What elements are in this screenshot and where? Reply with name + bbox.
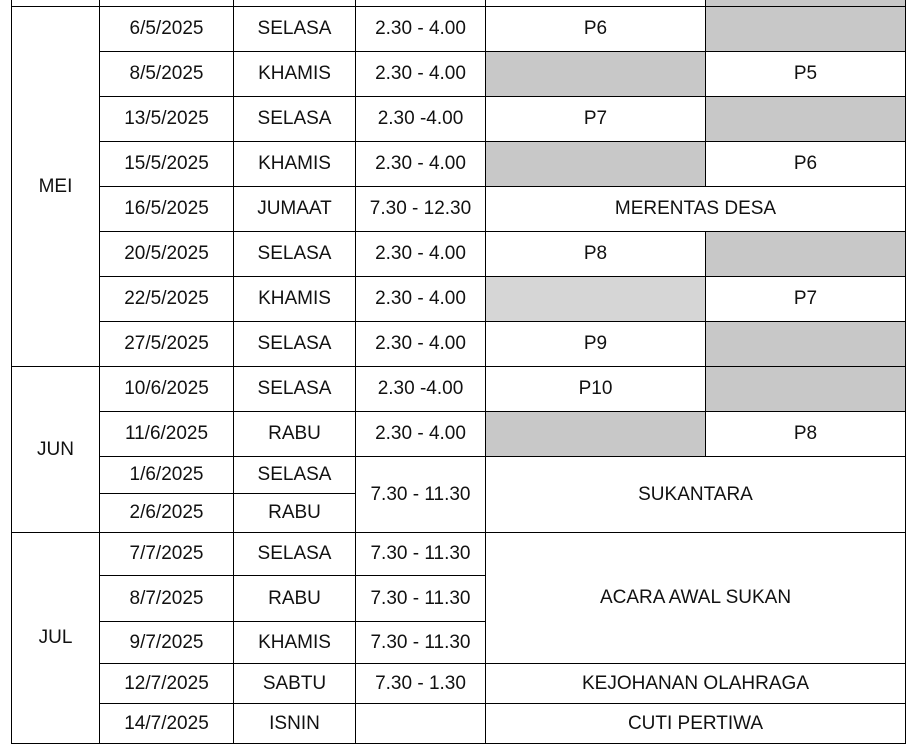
time-cell: 2.30 - 4.00 xyxy=(356,322,486,367)
schedule-body xyxy=(12,0,906,744)
schedule-row xyxy=(12,7,906,52)
event-cell: KEJOHANAN OLAHRAGA xyxy=(486,664,906,704)
date-cell: 27/5/2025 xyxy=(100,322,234,367)
session-right-cell: P8 xyxy=(706,412,906,457)
day-cell: SELASA xyxy=(234,533,356,576)
schedule-table xyxy=(11,0,906,744)
session-left-cell xyxy=(486,52,706,97)
session-left-cell xyxy=(486,277,706,322)
month-cell: JUN xyxy=(12,367,100,533)
event-cell: SUKANTARA xyxy=(486,457,906,533)
time-cell: 2.30 - 4.00 xyxy=(356,7,486,52)
day-cell: KHAMIS xyxy=(234,277,356,322)
date-cell: 22/5/2025 xyxy=(100,277,234,322)
date-cell: 2/6/2025 xyxy=(100,494,234,533)
day-cell: RABU xyxy=(234,576,356,622)
day-cell: JUMAAT xyxy=(234,187,356,232)
date-cell: 16/5/2025 xyxy=(100,187,234,232)
date-cell: 14/7/2025 xyxy=(100,704,234,744)
session-right-cell: P7 xyxy=(706,277,906,322)
event-cell: MERENTAS DESA xyxy=(486,187,906,232)
schedule-row xyxy=(12,322,906,367)
schedule-row xyxy=(12,277,906,322)
session-right-cell xyxy=(706,367,906,412)
date-cell: 10/6/2025 xyxy=(100,367,234,412)
schedule-row xyxy=(12,187,906,232)
day-cell: RABU xyxy=(234,494,356,533)
time-cell xyxy=(356,704,486,744)
time-cell: 7.30 - 11.30 xyxy=(356,533,486,576)
day-cell: SELASA xyxy=(234,97,356,142)
schedule-row xyxy=(12,704,906,744)
session-left-cell: P7 xyxy=(486,97,706,142)
date-cell: 13/5/2025 xyxy=(100,97,234,142)
schedule-row xyxy=(12,412,906,457)
schedule-row xyxy=(12,457,906,494)
date-cell: 12/7/2025 xyxy=(100,664,234,704)
day-cell: SELASA xyxy=(234,232,356,277)
time-cell: 2.30 -4.00 xyxy=(356,97,486,142)
day-cell: KHAMIS xyxy=(234,622,356,664)
date-cell: 9/7/2025 xyxy=(100,622,234,664)
day-cell: SABTU xyxy=(234,664,356,704)
time-cell: 2.30 - 4.00 xyxy=(356,412,486,457)
date-cell: 8/5/2025 xyxy=(100,52,234,97)
session-left-cell: P6 xyxy=(486,7,706,52)
time-cell: 2.30 -4.00 xyxy=(356,367,486,412)
session-right-cell xyxy=(706,232,906,277)
day-cell: SELASA xyxy=(234,322,356,367)
event-cell: ACARA AWAL SUKAN xyxy=(486,533,906,664)
date-cell: 7/7/2025 xyxy=(100,533,234,576)
session-left-cell: P10 xyxy=(486,367,706,412)
day-cell: KHAMIS xyxy=(234,52,356,97)
date-cell: 8/7/2025 xyxy=(100,576,234,622)
schedule-row xyxy=(12,52,906,97)
day-cell: SELASA xyxy=(234,457,356,494)
session-left-cell xyxy=(486,412,706,457)
schedule-row xyxy=(12,533,906,576)
session-right-cell: P5 xyxy=(706,52,906,97)
time-cell: 7.30 - 12.30 xyxy=(356,187,486,232)
schedule-row xyxy=(12,367,906,412)
date-cell: 15/5/2025 xyxy=(100,142,234,187)
session-left-cell xyxy=(486,142,706,187)
date-cell: 11/6/2025 xyxy=(100,412,234,457)
month-cell: MEI xyxy=(12,7,100,367)
session-right-cell xyxy=(706,97,906,142)
month-cell: JUL xyxy=(12,533,100,744)
time-cell: 2.30 - 4.00 xyxy=(356,52,486,97)
day-cell: ISNIN xyxy=(234,704,356,744)
session-right-cell: P6 xyxy=(706,142,906,187)
date-cell: 20/5/2025 xyxy=(100,232,234,277)
date-cell: 6/5/2025 xyxy=(100,7,234,52)
time-cell: 7.30 - 11.30 xyxy=(356,622,486,664)
time-cell: 2.30 - 4.00 xyxy=(356,142,486,187)
session-left-cell: P9 xyxy=(486,322,706,367)
session-right-cell xyxy=(706,7,906,52)
day-cell: SELASA xyxy=(234,7,356,52)
session-left-cell: P8 xyxy=(486,232,706,277)
schedule-row xyxy=(12,142,906,187)
time-cell: 7.30 - 11.30 xyxy=(356,576,486,622)
event-cell: CUTI PERTIWA xyxy=(486,704,906,744)
day-cell: KHAMIS xyxy=(234,142,356,187)
time-cell: 7.30 - 1.30 xyxy=(356,664,486,704)
schedule-row xyxy=(12,664,906,704)
time-cell: 2.30 - 4.00 xyxy=(356,277,486,322)
schedule-row xyxy=(12,232,906,277)
time-cell: 2.30 - 4.00 xyxy=(356,232,486,277)
date-cell: 1/6/2025 xyxy=(100,457,234,494)
day-cell: SELASA xyxy=(234,367,356,412)
session-right-cell xyxy=(706,322,906,367)
schedule-row xyxy=(12,97,906,142)
day-cell: RABU xyxy=(234,412,356,457)
time-cell: 7.30 - 11.30 xyxy=(356,457,486,533)
